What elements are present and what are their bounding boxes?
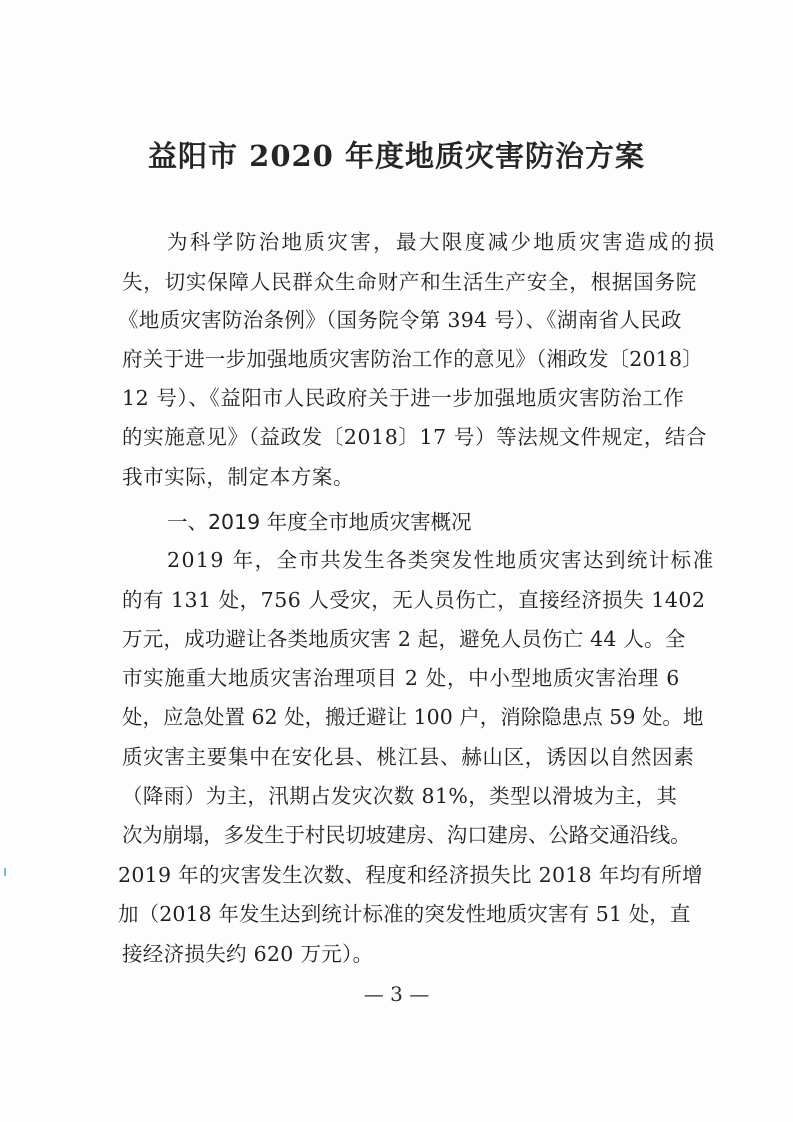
intro-line-1: 为科学防治地质灾害，最大限度减少地质灾害造成的损 <box>167 230 717 254</box>
section-line-10: 加（2018 年发生达到统计标准的突发性地质灾害有 51 处，直 <box>118 902 691 926</box>
section-line-7: （降雨）为主，汛期占发灾次数 81%，类型以滑坡为主，其 <box>122 784 678 808</box>
section-line-5: 处，应急处置 62 处，搬迁避让 100 户，消除隐患点 59 处。地 <box>122 705 704 729</box>
section-heading: 一、2019 年度全市地质灾害概况 <box>167 510 472 534</box>
section-line-11: 接经济损失约 620 万元）。 <box>122 942 374 966</box>
margin-mark <box>4 868 6 876</box>
intro-line-2: 失，切实保障人民群众生命财产和生活生产安全，根据国务院 <box>122 270 698 294</box>
document-title: 益阳市 2020 年度地质灾害防治方案 <box>148 139 645 173</box>
section-line-4: 市实施重大地质灾害治理项目 2 处，中小型地质灾害治理 6 <box>122 666 680 690</box>
intro-line-5: 12 号）、《益阳市人民政府关于进一步加强地质灾害防治工作 <box>122 386 685 410</box>
intro-line-7: 我市实际，制定本方案。 <box>122 465 355 489</box>
page-number: — 3 — <box>363 982 430 1006</box>
section-line-9: 2019 年的灾害发生次数、程度和经济损失比 2018 年均有所增 <box>118 863 703 887</box>
intro-line-3: 《地质灾害防治条例》（国务院令第 394 号）、《湖南省人民政 <box>118 308 682 332</box>
section-line-6: 质灾害主要集中在安化县、桃江县、赫山区，诱因以自然因素 <box>122 745 695 769</box>
section-line-2: 的有 131 处，756 人受灾，无人员伤亡，直接经济损失 1402 <box>122 588 706 612</box>
section-line-1: 2019 年，全市共发生各类突发性地质灾害达到统计标准 <box>167 548 715 572</box>
section-line-8: 次为崩塌，多发生于村民切坡建房、沟口建房、公路交通沿线。 <box>122 823 691 847</box>
intro-line-6: 的实施意见》（益政发〔2018〕17 号）等法规文件规定，结合 <box>122 425 708 449</box>
intro-line-4: 府关于进一步加强地质灾害防治工作的意见》（湘政发〔2018〕 <box>122 347 703 371</box>
section-line-3: 万元，成功避让各类地质灾害 2 起，避免人员伤亡 44 人。全 <box>122 627 686 651</box>
